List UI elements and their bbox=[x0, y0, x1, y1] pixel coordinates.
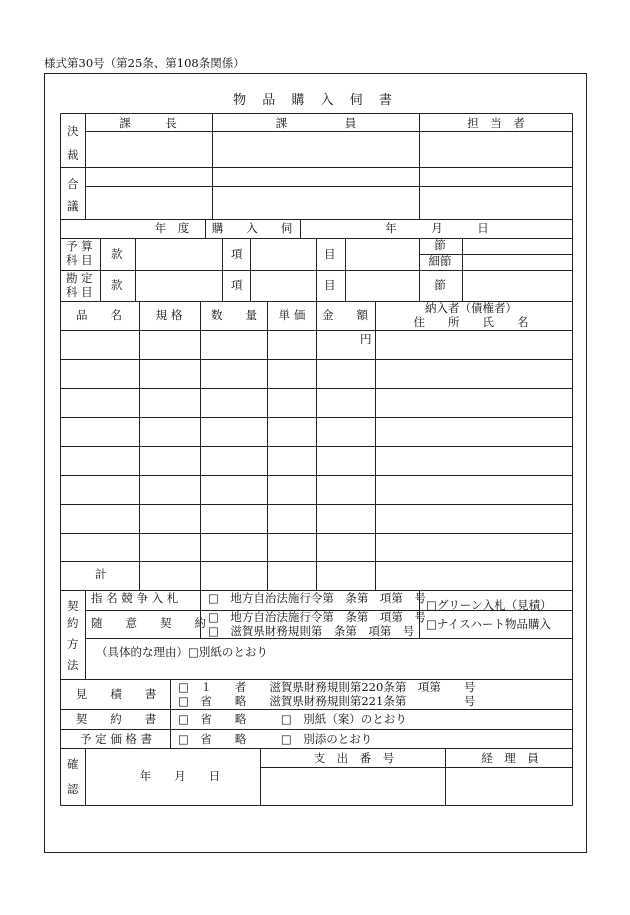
yen-unit: 円 bbox=[360, 332, 372, 346]
col-tanka: 単 価 bbox=[278, 308, 306, 322]
kanjou-moku: 目 bbox=[324, 278, 336, 292]
kounyu-label: 購 入 伺 bbox=[211, 221, 293, 235]
contract-label-2: 約 bbox=[67, 616, 79, 630]
kain-header: 課 員 bbox=[275, 116, 357, 130]
yosan-label-2: 科 目 bbox=[66, 253, 93, 267]
shishutsu-header: 支 出 番 号 bbox=[313, 751, 395, 765]
keiyakusho-value: □ 省 略 □ 別紙（案）のとおり bbox=[178, 712, 407, 726]
yosan-setsu: 節 bbox=[434, 238, 446, 252]
kessai-label-2: 裁 bbox=[67, 148, 79, 162]
col-hinmei: 品 名 bbox=[76, 308, 122, 322]
nice-heart-option: □ナイスハート物品購入 bbox=[426, 617, 551, 631]
keiri-header: 経 理 員 bbox=[481, 751, 539, 765]
yotei-value: □ 省 略 □ 別添のとおり bbox=[178, 732, 373, 746]
chihou-option-2: □ 地方自治法施行令第 条第 項第 号 bbox=[208, 610, 426, 624]
shimei-kyousou: 指 名 競 争 入 札 bbox=[91, 591, 179, 605]
confirm-date: 年 月 日 bbox=[139, 769, 221, 783]
yosan-kou: 項 bbox=[231, 247, 243, 261]
mitsumori-row-1: □ １ 者 滋賀県財務規則第220条第 項第 号 bbox=[178, 680, 476, 694]
form-number-header: 様式第30号（第25条、第108条関係） bbox=[44, 56, 245, 70]
kessai-label-1: 決 bbox=[67, 124, 79, 138]
nendo-label: 年 度 bbox=[154, 221, 190, 235]
contract-label-3: 方 bbox=[67, 637, 79, 651]
green-option: □グリーン入札（見積） bbox=[426, 598, 552, 612]
zuii-keiyaku: 随 意 契 約 bbox=[91, 616, 206, 630]
mitsumori-label: 見 積 書 bbox=[75, 687, 157, 701]
tantou-header: 担 当 者 bbox=[467, 116, 525, 130]
reason-text: （具体的な理由）□別紙のとおり bbox=[96, 645, 268, 659]
keiyakusho-label: 契 約 書 bbox=[75, 712, 157, 726]
confirm-label-2: 認 bbox=[67, 782, 79, 796]
gougi-label-2: 議 bbox=[67, 199, 79, 213]
yosan-saisetsu: 細節 bbox=[428, 254, 452, 268]
col-kingaku: 金 額 bbox=[322, 308, 368, 322]
contract-label-1: 契 bbox=[67, 599, 79, 613]
kanjou-label-1: 勘 定 bbox=[66, 271, 93, 285]
kanjou-kan: 款 bbox=[111, 278, 123, 292]
shiga-option: □ 滋賀県財務規則第 条第 項第 号 bbox=[208, 624, 415, 638]
kanjou-kou: 項 bbox=[231, 278, 243, 292]
gougi-label-1: 合 bbox=[67, 177, 79, 191]
chihou-option-1: □ 地方自治法施行令第 条第 項第 号 bbox=[208, 591, 426, 605]
kachou-header: 課 長 bbox=[119, 116, 177, 130]
kanjou-label-2: 科 目 bbox=[66, 285, 93, 299]
col-supplier-2: 住 所 氏 名 bbox=[413, 315, 529, 329]
kanjou-setsu: 節 bbox=[434, 278, 446, 292]
col-supplier-1: 納入者（債権者） bbox=[425, 301, 517, 315]
confirm-label-1: 確 bbox=[67, 757, 79, 771]
total-label: 計 bbox=[95, 567, 107, 581]
document-title: 物 品 購 入 伺 書 bbox=[233, 93, 398, 108]
yotei-label: 予 定 価 格 書 bbox=[79, 732, 153, 746]
yosan-label-1: 予 算 bbox=[66, 239, 93, 253]
yosan-kan: 款 bbox=[111, 247, 123, 261]
purchase-date: 年 月 日 bbox=[385, 221, 489, 235]
col-kikaku: 規 格 bbox=[155, 308, 183, 322]
mitsumori-row-2: □ 省 略 滋賀県財務規則第221条第 号 bbox=[178, 694, 476, 708]
col-suuryou: 数 量 bbox=[211, 308, 257, 322]
yosan-moku: 目 bbox=[324, 247, 336, 261]
contract-label-4: 法 bbox=[67, 658, 79, 672]
